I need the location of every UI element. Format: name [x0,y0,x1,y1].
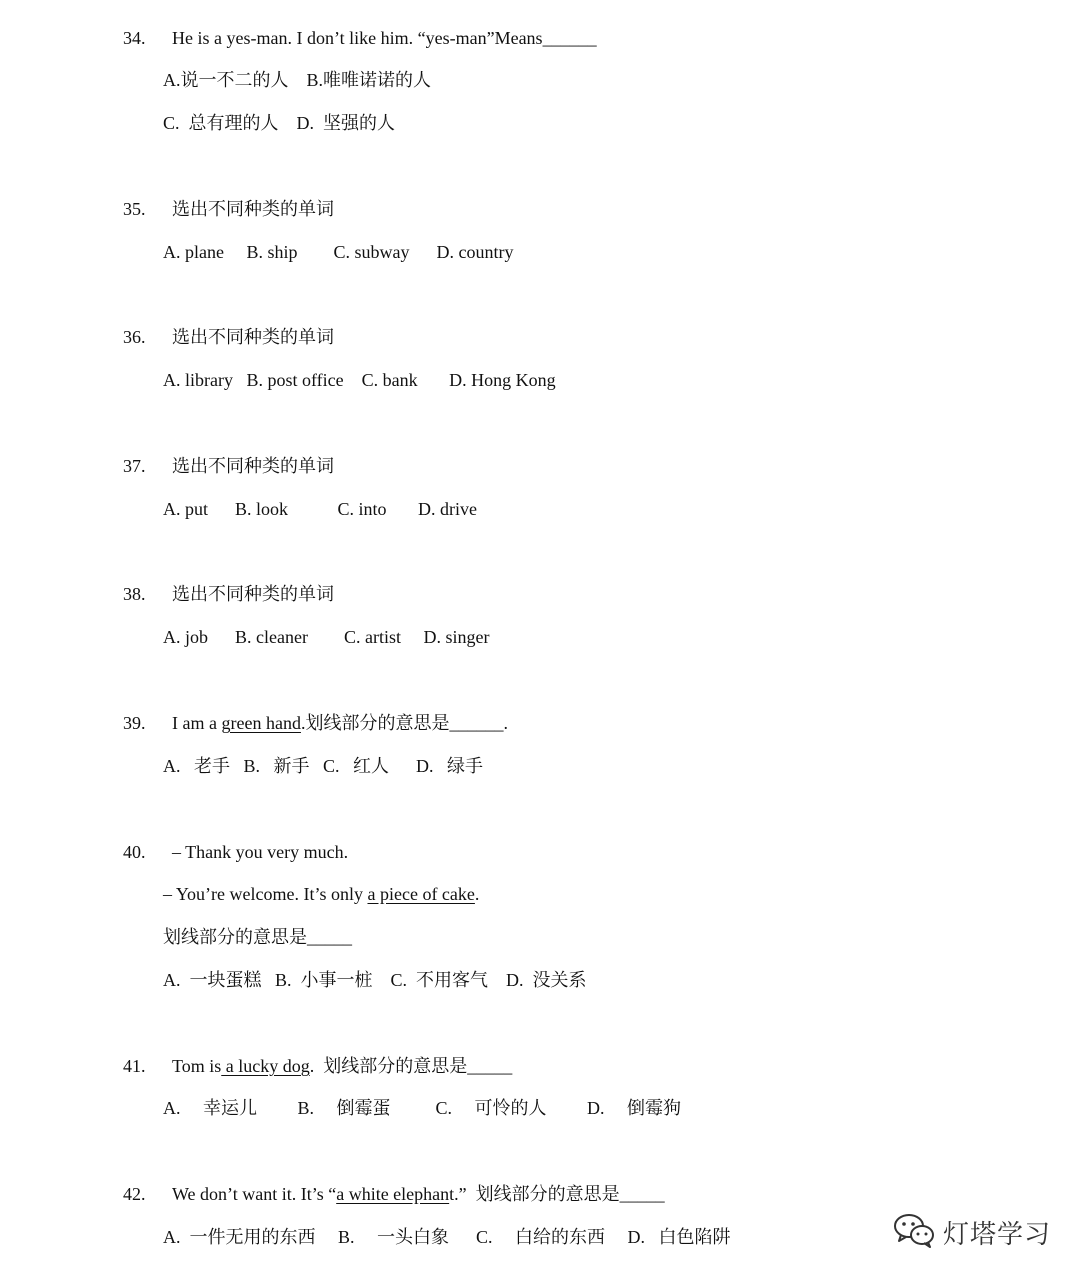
options-line: A. 老手 B. 新手 C. 红人 D. 绿手 [163,756,484,776]
question-stem [172,1183,665,1205]
question-number: 41. [123,1056,146,1076]
options-line: A.说一不二的人 B.唯唯诺诺的人 [163,70,432,90]
stem-text: Tom is [172,1056,222,1076]
question-number: 36. [123,327,146,347]
dialogue-text: . [474,884,480,904]
dialogue-text: – You’re welcome. It’s only [163,884,368,904]
options-line: C. 总有理的人 D. 坚强的人 [163,113,396,133]
underlined-phrase: a lucky dog [221,1056,310,1076]
watermark-text: 灯塔学习 [943,1219,1052,1250]
question-number: 40. [123,842,146,862]
options-line: A. plane B. ship C. subway D. country [163,242,514,262]
watermark [893,1210,1051,1254]
stem-text: I am a [172,713,222,733]
instruction-line: 划线部分的意思是_____ [163,927,352,947]
stem-text: We don’t want it. It’s “ [172,1184,337,1204]
question-stem: 选出不同种类的单词 [172,327,334,347]
question-number: 38. [123,584,146,604]
question-stem: – Thank you very much. [172,842,349,862]
underlined-phrase: a piece of cake [367,884,475,904]
wechat-icon [893,1212,935,1253]
question-number: 37. [123,456,146,476]
options-line: A. 一件无用的东西 B. 一头白象 C. 白给的东西 D. 白色陷阱 [163,1227,731,1247]
question-stem: 选出不同种类的单词 [172,199,334,219]
options-line: A. job B. cleaner C. artist D. singer [163,627,490,647]
underlined-phrase: a white elephan [336,1184,450,1204]
options-line: A. put B. look C. into D. drive [163,499,477,519]
options-line: A. library B. post office C. bank D. Hong Kong [163,370,556,390]
question-stem: 选出不同种类的单词 [172,584,334,604]
options-line: A. 幸运儿 B. 倒霉蛋 C. 可怜的人 D. 倒霉狗 [163,1098,682,1118]
stem-text: t.” 划线部分的意思是_____ [449,1184,665,1204]
question-number: 35. [123,199,146,219]
stem-text: .划线部分的意思是______. [300,713,508,733]
options-line: A. 一块蛋糕 B. 小事一桩 C. 不用客气 D. 没关系 [163,970,587,990]
question-stem: 选出不同种类的单词 [172,456,334,476]
question-number: 39. [123,713,146,733]
question-number: 42. [123,1184,146,1204]
underlined-phrase: green hand [221,713,301,733]
stem-text: . 划线部分的意思是_____ [309,1056,513,1076]
dialogue-line [163,883,479,905]
question-stem [172,712,508,734]
question-stem: He is a yes-man. I don’t like him. “yes-man”Means______ [172,28,597,48]
question-number: 34. [123,28,146,48]
question-stem [172,1055,512,1077]
